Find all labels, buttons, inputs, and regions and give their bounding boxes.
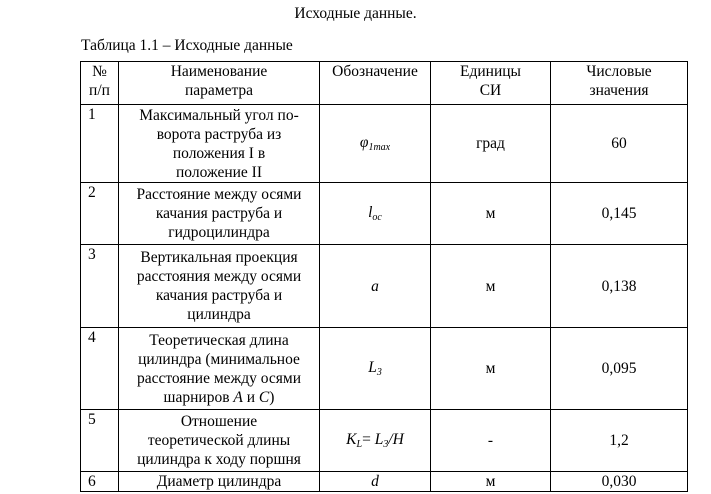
row-value: 0,145 bbox=[551, 183, 688, 245]
table-row bbox=[81, 410, 688, 472]
row-name-line: цилиндра bbox=[187, 306, 251, 323]
row-symbol bbox=[320, 245, 431, 328]
header-units-line2: СИ bbox=[479, 82, 502, 99]
row-name-line: Отношение bbox=[180, 413, 258, 430]
row-unit: м bbox=[431, 245, 551, 328]
row-unit: - bbox=[431, 410, 551, 472]
symbol-subscript: 3 bbox=[376, 367, 382, 378]
row-name-line: цилиндра к ходу поршня bbox=[137, 451, 301, 468]
row-value: 60 bbox=[551, 105, 688, 183]
row-name-line: Расстояние между осями bbox=[136, 186, 302, 203]
row-symbol bbox=[320, 183, 431, 245]
document-heading: Исходные данные. bbox=[294, 5, 417, 22]
header-symbol bbox=[320, 62, 431, 105]
row-name-line: качания раструба и bbox=[155, 287, 283, 304]
symbol-subscript: L bbox=[356, 439, 363, 450]
row-unit: м bbox=[431, 472, 551, 492]
name-text: и bbox=[242, 388, 259, 406]
row-symbol bbox=[320, 105, 431, 183]
symbol-h: /H bbox=[388, 431, 404, 448]
table-row bbox=[81, 105, 688, 183]
table-row bbox=[81, 245, 688, 328]
header-values bbox=[551, 62, 688, 105]
row-name-line: положение II bbox=[176, 163, 262, 181]
row-symbol bbox=[320, 328, 431, 410]
row-num: 1 bbox=[81, 105, 119, 183]
symbol-k: K bbox=[346, 431, 357, 448]
row-value: 1,2 bbox=[551, 410, 688, 472]
row-name-line: положения I в bbox=[172, 144, 266, 162]
row-num: 3 bbox=[81, 245, 119, 328]
table-row bbox=[81, 183, 688, 245]
table-row bbox=[81, 328, 688, 410]
header-num-line2: п/п bbox=[89, 82, 110, 99]
symbol-subscript: oc bbox=[372, 212, 382, 223]
header-values-line2: значения bbox=[589, 82, 649, 99]
name-text: ) bbox=[269, 388, 275, 406]
symbol-main: L bbox=[368, 359, 377, 376]
row-unit: м bbox=[431, 183, 551, 245]
header-name-line1: Наименование bbox=[170, 63, 268, 80]
row-name-line: ворота раструба из bbox=[156, 125, 282, 143]
header-num bbox=[81, 62, 119, 105]
name-text: шарниров bbox=[163, 388, 234, 406]
symbol-equals: = bbox=[362, 431, 375, 448]
row-name bbox=[119, 105, 320, 183]
row-symbol bbox=[320, 472, 431, 492]
symbol-subscript: 3 bbox=[383, 439, 389, 450]
header-name-line2: параметра bbox=[184, 82, 254, 99]
row-name-line bbox=[119, 388, 319, 407]
row-name-line: цилиндра (минимальное bbox=[138, 350, 300, 368]
header-units-line1: Единицы bbox=[460, 63, 521, 80]
header-symbol-text: Обозначение bbox=[332, 63, 418, 80]
hinge-c-label: C bbox=[258, 388, 270, 406]
table-header-row bbox=[81, 62, 688, 105]
symbol-main: l bbox=[368, 204, 373, 221]
row-unit: м bbox=[431, 328, 551, 410]
symbol-main: φ bbox=[359, 134, 369, 151]
source-data-table bbox=[80, 61, 688, 492]
row-name bbox=[119, 410, 320, 472]
row-name bbox=[119, 472, 320, 492]
row-value: 0,138 bbox=[551, 245, 688, 328]
row-name-line: расстояния между осями bbox=[136, 268, 302, 285]
symbol-main: d bbox=[371, 473, 379, 490]
row-symbol bbox=[320, 410, 431, 472]
row-name bbox=[119, 328, 320, 410]
header-name bbox=[119, 62, 320, 105]
symbol-subscript: 1max bbox=[368, 142, 391, 153]
row-num: 6 bbox=[81, 472, 119, 492]
symbol-main: a bbox=[371, 277, 379, 295]
row-name-line: Диаметр цилиндра bbox=[156, 473, 282, 490]
row-value: 0,095 bbox=[551, 328, 688, 410]
hinge-a-label: A bbox=[233, 388, 243, 406]
header-values-line1: Числовые bbox=[586, 63, 652, 80]
row-name-line: Вертикальная проекция bbox=[140, 249, 298, 266]
row-name-line: Максимальный угол по- bbox=[139, 106, 299, 124]
row-name bbox=[119, 245, 320, 328]
table-caption: Таблица 1.1 – Исходные данные bbox=[81, 37, 293, 54]
row-name bbox=[119, 183, 320, 245]
row-name-line: Теоретическая длина bbox=[149, 331, 289, 349]
table-row bbox=[81, 472, 688, 492]
header-units bbox=[431, 62, 551, 105]
symbol-l: L bbox=[374, 431, 384, 448]
row-name-line: гидроцилиндра bbox=[168, 224, 270, 241]
row-num: 5 bbox=[81, 410, 119, 472]
row-name-line: теоретической длины bbox=[147, 432, 291, 449]
row-unit: град bbox=[431, 105, 551, 183]
row-value: 0,030 bbox=[551, 472, 688, 492]
row-num: 4 bbox=[81, 328, 119, 410]
row-num: 2 bbox=[81, 183, 119, 245]
header-num-line1: № bbox=[92, 63, 107, 80]
row-name-line: качания раструба и bbox=[155, 205, 283, 222]
row-name-line: расстояние между осями bbox=[136, 369, 302, 387]
